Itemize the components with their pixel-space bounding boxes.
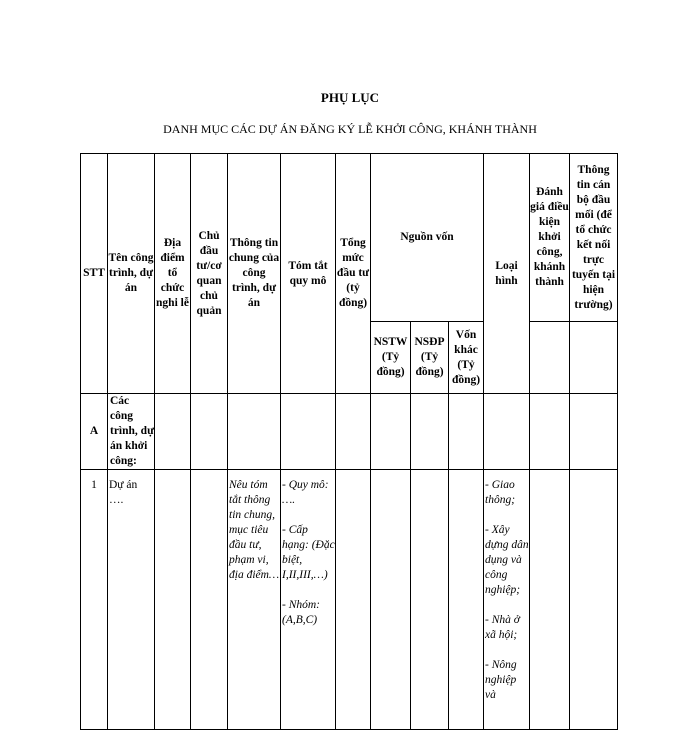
loai-hinh-item: - Nhà ở xã hội; [485,614,520,641]
header-chu-dau-tu: Chủ đầu tư/cơ quan chủ quản [191,154,228,394]
header-row-1 [81,154,618,322]
page-title: PHỤ LỤC [320,90,380,105]
header-ten-cong-trinh: Tên công trình, dự án [108,154,155,394]
tom-tat-item: - Nhóm: (A,B,C) [282,599,321,626]
header-dia-diem: Địa điểm tổ chức nghi lễ [155,154,191,394]
table-cell [228,394,281,470]
table-cell [191,394,228,470]
table-cell [449,394,484,470]
header-nguon-von: Nguồn vốn [371,154,484,322]
page-subtitle: DANH MỤC CÁC DỰ ÁN ĐĂNG KÝ LỄ KHỞI CÔNG, KHÁNH THÀNH [163,122,537,136]
header-nsdp: NSĐP (Tỷ đồng) [411,322,449,394]
table-cell [336,394,371,470]
table-cell [281,394,336,470]
table-cell [155,470,191,730]
header-cell-empty [570,322,618,394]
table-cell [336,470,371,730]
header-can-bo-dau-moi: Thông tin cán bộ đầu mối (để tổ chức kết nối trực tuyến tại hiện trường) [570,154,618,322]
header-cell-empty [530,322,570,394]
loai-hinh-item: - Nông nghiệp và [485,659,517,701]
header-stt: STT [81,154,108,394]
header-thong-tin-chung: Thông tin chung của công trình, dự án [228,154,281,394]
tom-tat-item: - Cấp hạng: (Đặc biệt, I,II,III,…) [282,524,335,581]
table-cell [449,470,484,730]
table-cell [371,470,411,730]
project-table [80,153,618,730]
table-cell [371,394,411,470]
header-von-khac: Vốn khác (Tỷ đồng) [449,322,484,394]
table-cell [570,470,618,730]
table-cell [411,394,449,470]
table-cell [484,394,530,470]
loai-hinh-item: - Giao thông; [485,479,516,506]
row-stt: 1 [81,470,108,730]
header-tom-tat-quy-mo: Tóm tắt quy mô [281,154,336,394]
header-danh-gia: Đánh giá điều kiện khởi công, khánh thành [530,154,570,322]
header-loai-hinh: Loại hình [484,154,530,394]
table-cell [191,470,228,730]
table-cell [530,394,570,470]
table-cell [570,394,618,470]
row-thong-tin: Nêu tóm tắt thông tin chung, mục tiêu đầu tư, phạm vi, địa điểm… [228,470,281,730]
row-loai-hinh [484,470,530,730]
tom-tat-item: - Quy mô: …. [282,479,329,506]
header-nstw: NSTW (Tỷ đồng) [371,322,411,394]
table-cell [530,470,570,730]
header-tong-muc-dau-tu: Tổng mức đầu tư (tỷ đồng) [336,154,371,394]
section-code: A [81,394,108,470]
table-cell [155,394,191,470]
loai-hinh-item: - Xây dựng dân dụng và công nghiệp; [485,524,529,596]
row-ten-du-an: Dự án …. [108,470,155,730]
table-cell [411,470,449,730]
table-row [81,470,618,730]
section-row-a [81,394,618,470]
section-label: Các công trình, dự án khởi công: [108,394,155,470]
row-tom-tat [281,470,336,730]
